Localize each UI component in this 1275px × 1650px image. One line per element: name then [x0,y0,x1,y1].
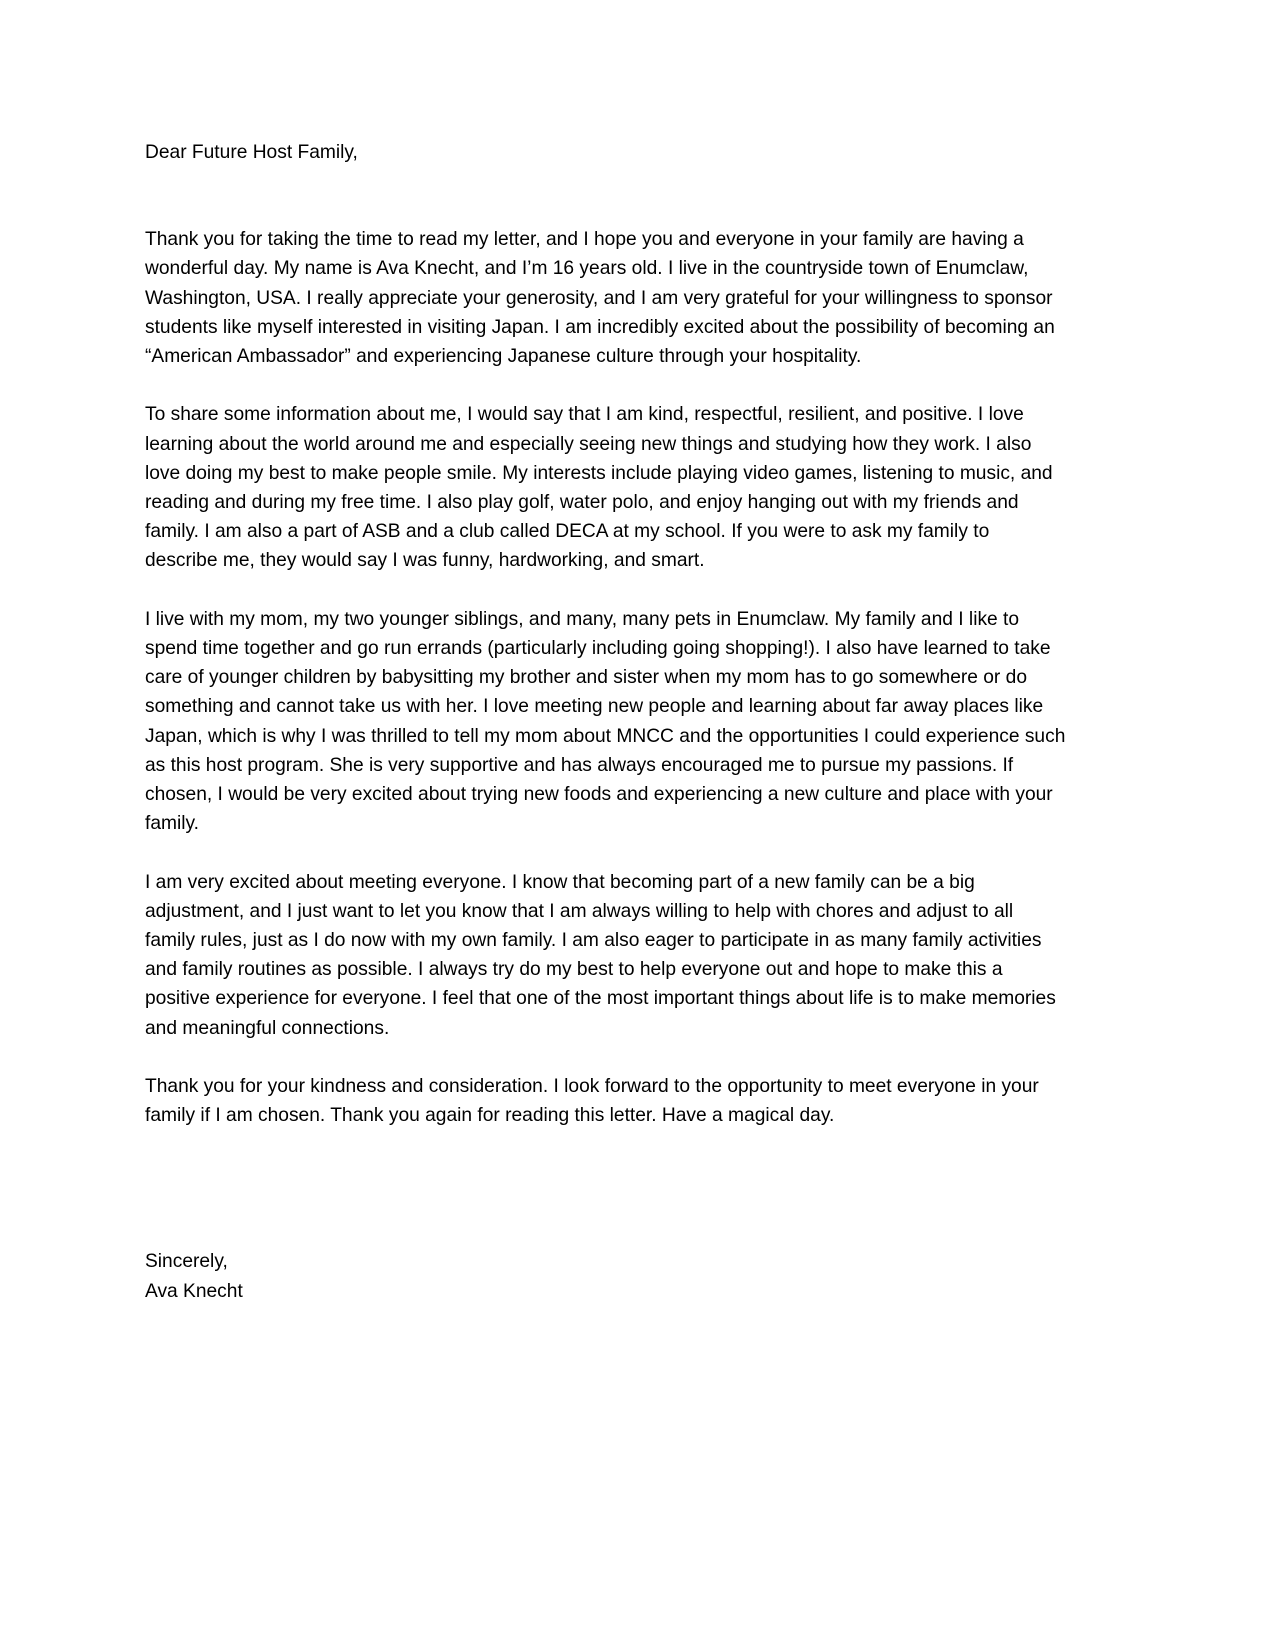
salutation: Dear Future Host Family, [145,142,358,163]
signature-block [145,1247,1067,1305]
body-paragraph-3: I live with my mom, my two younger siblings, and many, many pets in Enumclaw. My family and I like to spend time together and go run errands (particularly including going shopping!). I also have learned to take care of younger children by babysitting my brother and sister when my mom has to go somewhere or do something and cannot take us with her. I love meeting new people and learning about far away places like Japan, which is why I was thrilled to tell my mom about MNCC and the opportunities I could experience such as this host program. She is very supportive and has always encouraged me to pursue my passions. If chosen, I would be very excited about trying new foods and experiencing a new culture and place with your family. [145,608,1071,835]
letter-body [145,138,1071,1306]
valediction: Sincerely, [145,1251,228,1273]
paragraph-spacer [145,1043,1067,1072]
body-paragraph-4: I am very excited about meeting everyone. I know that becoming part of a new family can be a big adjustment, and I just want to let you know that I am always willing to help with chores and adjust to all family rules, just as I do now with my own family. I am also eager to participate in as many family activities and family routines as possible. I always try do my best to help everyone out and hope to make this a positive experience for everyone. I feel that one of the most important things about life is to make memories and meaningful connections. [145,871,1062,1039]
paragraph-spacer [145,576,1067,605]
paragraph-spacer [145,371,1067,400]
signer-name: Ava Knecht [145,1280,243,1302]
body-paragraph-5: Thank you for your kindness and consideration. I look forward to the opportunity to meet everyone in your family if I am chosen. Thank you again for reading this letter. Have a magical day. [145,1076,1045,1127]
body-paragraph-1: Thank you for taking the time to read my letter, and I hope you and everyone in your family are having a wonderful day. My name is Ava Knecht, and I’m 16 years old. I live in the countryside town of Enumclaw, Washington, USA. I really appreciate your generosity, and I am very grateful for your willingness to sponsor students like myself interested in visiting Japan. I am incredibly excited about the possibility of becoming an “American Ambassador” and experiencing Japanese culture through your hospitality. [145,229,1061,368]
body-paragraph-2: To share some information about me, I would say that I am kind, respectful, resilient, and positive. I love learning about the world around me and especially seeing new things and studying how they work. I also love doing my best to make people smile. My interests include playing video games, listening to music, and reading and during my free time. I also play golf, water polo, and enjoy hanging out with my friends and family. I am also a part of ASB and a club called DECA at my school. If you were to ask my family to describe me, they would say I was funny, hardworking, and smart. [145,404,1058,572]
signature-spacer [145,1130,1067,1247]
salutation-spacer [145,167,1067,225]
paragraph-spacer [145,838,1067,867]
